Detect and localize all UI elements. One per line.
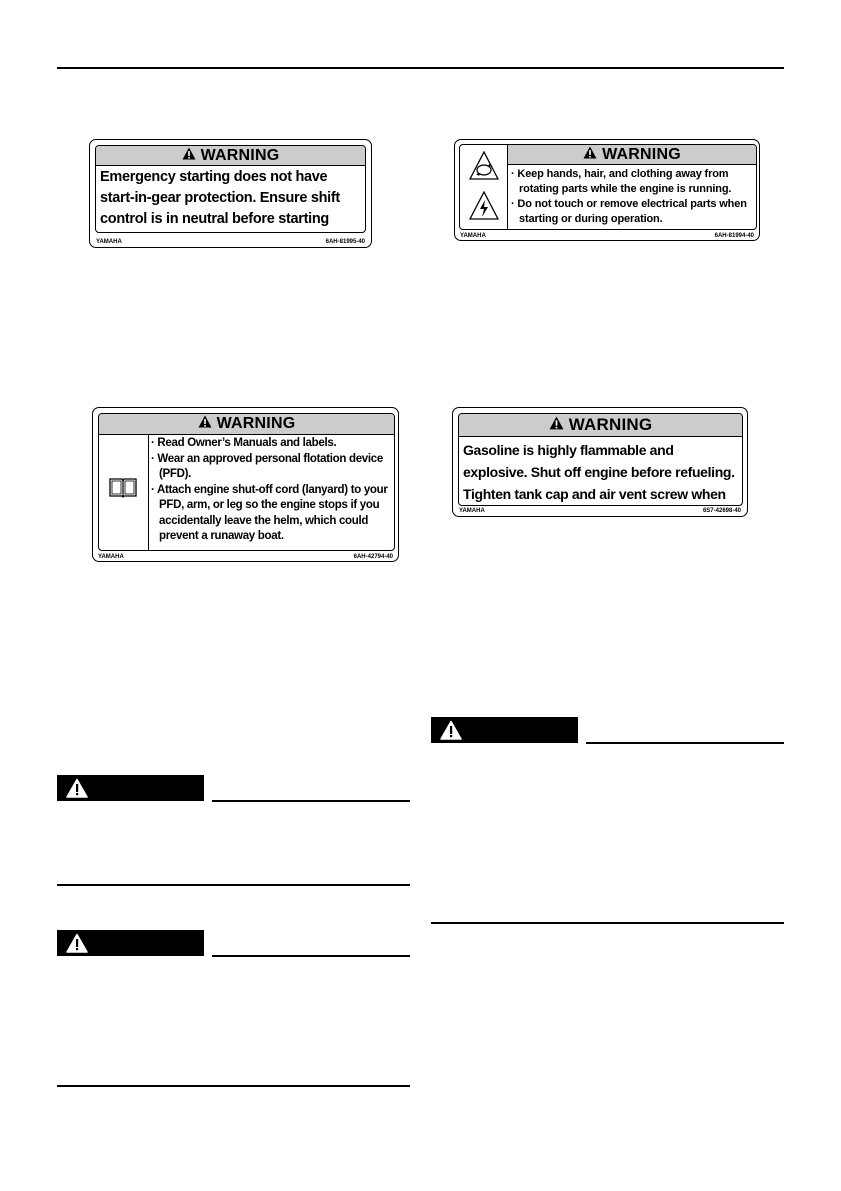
part-code: 6S7-42698-40 <box>702 508 741 514</box>
warning-box-header <box>431 717 578 743</box>
label-line: · Wear an approved personal flotation device (PFD). <box>151 452 383 480</box>
part-code: 6AH-81994-40 <box>714 233 754 239</box>
warning-triangle-icon <box>440 720 462 745</box>
label-frame <box>95 145 366 233</box>
label-line: · Do not touch or remove electrical parts when starting or during operation. <box>511 198 747 225</box>
warning-triangle-icon <box>182 147 196 165</box>
warning-label-emergency-starting <box>89 139 372 248</box>
warning-box-top-rule <box>212 955 410 957</box>
part-code: 6AH-42794-40 <box>353 554 393 560</box>
label-header <box>99 414 394 435</box>
brand-text: YAMAHA <box>459 508 485 514</box>
warning-triangle-icon <box>198 415 212 433</box>
rotating-parts-icon <box>469 151 499 188</box>
label-frame <box>458 413 743 506</box>
label-text-list <box>151 436 393 545</box>
label-line: · Keep hands, hair, and clothing away from rotating parts while the engine is running. <box>511 168 732 195</box>
brand-text: YAMAHA <box>96 239 122 245</box>
label-header-text: WARNING <box>602 145 681 163</box>
label-frame <box>98 413 395 551</box>
warning-triangle-icon <box>66 778 88 803</box>
book-icon <box>109 476 137 503</box>
brand-text: YAMAHA <box>460 233 486 239</box>
warning-box-top-rule <box>212 800 410 802</box>
part-code: 6AH-81995-40 <box>325 239 365 245</box>
warning-box-bottom-rule <box>431 922 784 924</box>
label-header <box>508 145 756 165</box>
label-header <box>96 146 365 166</box>
warning-label-owners-manual <box>92 407 399 562</box>
icon-column <box>460 145 508 229</box>
warning-box-header <box>57 775 204 801</box>
warning-label-gasoline <box>452 407 748 517</box>
label-frame <box>459 144 757 230</box>
label-header-text: WARNING <box>200 146 280 164</box>
brand-text: YAMAHA <box>98 554 124 560</box>
warning-box-header <box>57 930 204 956</box>
warning-triangle-icon <box>66 933 88 958</box>
warning-triangle-icon <box>583 146 597 164</box>
electrical-shock-icon <box>469 191 499 228</box>
label-text-list <box>511 167 757 227</box>
warning-box-bottom-rule <box>57 1085 410 1087</box>
label-header-text: WARNING <box>568 415 653 434</box>
label-header-text: WARNING <box>216 415 296 432</box>
warning-triangle-icon <box>549 415 564 435</box>
warning-box-bottom-rule <box>57 884 410 886</box>
label-text: Emergency starting does not have start-in-gear protection. Ensure shift control is in neutral before starting <box>100 169 340 227</box>
icon-column <box>99 435 149 550</box>
label-line: · Read Owner’s Manuals and labels. <box>151 437 337 449</box>
label-line: · Attach engine shut-off cord (lanyard) to your PFD, arm, or leg so the engine stops if you accidentally leave the helm, which could prevent a runaway boat. <box>151 483 388 542</box>
warning-label-rotating-parts <box>454 139 760 241</box>
warning-box-top-rule <box>586 742 784 744</box>
label-text: Gasoline is highly flammable and explosive. Shut off engine before refueling. Tighten tank cap and air vent screw when <box>463 442 735 502</box>
header-rule <box>57 67 784 69</box>
label-header <box>459 414 742 437</box>
